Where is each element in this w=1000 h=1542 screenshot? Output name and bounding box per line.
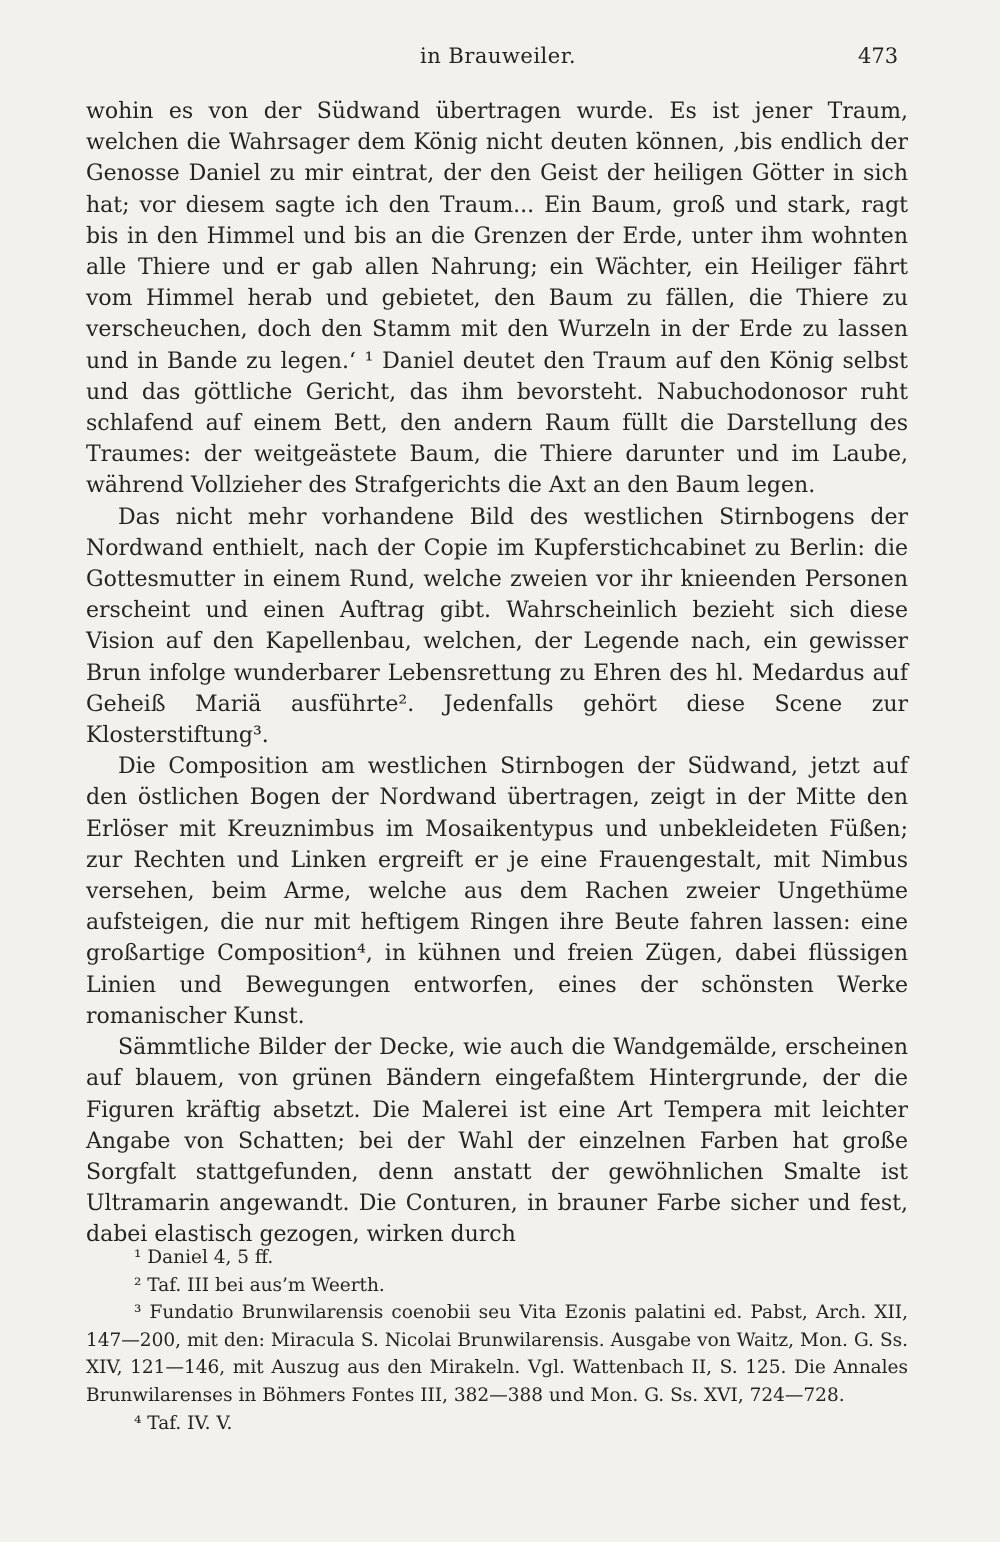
page-number: 473 (858, 44, 899, 68)
paragraph-3: Die Composition am westlichen Stirnbogen der Südwand, jetzt auf den östlichen Bogen der Nordwand übertragen, zeigt in der Mitte den Erlöser mit Kreuznimbus im Mosaikentypus und unbekleideten Füßen; zur Rechten und Linken ergreift er je eine Frauengestalt, mit Nimbus versehen, beim Arme, welche aus dem Rachen zweier Ungethüme aufsteigen, die nur mit heftigem Ringen ihre Beute fahren lassen: eine großartige Composition⁴, in kühnen und freien Zügen, dabei flüssigen Linien und Bewegungen entworfen, eines der schönsten Werke romanischer Kunst. (86, 754, 908, 1029)
paragraph-2: Das nicht mehr vorhandene Bild des westlichen Stirnbogens der Nordwand enthielt, nach der Copie im Kupferstichcabinet zu Berlin: die Gottesmutter in einem Rund, welche zweien vor ihr knieenden Personen erscheint und einen Auftrag gibt. Wahrscheinlich bezieht sich diese Vision auf den Kapellenbau, welchen, der Legende nach, ein gewisser Brun infolge wunderbarer Lebensrettung zu Ehren des hl. Medardus auf Geheiß Mariä ausführte². Jedenfalls gehört diese Scene zur Klosterstiftung³. (86, 504, 908, 749)
running-title: in Brauweiler. (420, 44, 577, 68)
paragraph-1: wohin es von der Südwand übertragen wurde. Es ist jener Traum, welchen die Wahrsager dem König nicht deuten können, ‚bis endlich der Genosse Daniel zu mir eintrat, der den Geist der heiligen Götter in sich hat; vor diesem sagte ich den Traum... Ein Baum, groß und stark, ragt bis in den Himmel und bis an die Grenzen der Erde, unter ihm wohnten alle Thiere und er gab allen Nahrung; ein Wächter, ein Heiliger fährt vom Himmel herab und gebietet, den Baum zu fällen, die Thiere zu verscheuchen, doch den Stamm mit den Wurzeln in der Erde zu lassen und in Bande zu legen.‘ ¹ Daniel deutet den Traum auf den König selbst und das göttliche Gericht, das ihm bevorsteht. Nabuchodonosor ruht schlafend auf einem Bett, den andern Raum füllt die Darstellung des Traumes: der weitgeästete Baum, die Thiere darunter und im Laube, während Vollzieher des Strafgerichts die Axt an den Baum legen. (86, 99, 908, 499)
footnote-3: ³ Fundatio Brunwilarensis coenobii seu Vita Ezonis palatini ed. Pabst, Arch. XII, 147—200, mit den: Miracula S. Nicolai Brunwilarensis. Ausgabe von Waitz, Mon. G. Ss. XIV, 121—146, mit Auszug aus den Mirakeln. Vgl. Wattenbach II, S. 125. Die Annales Brunwilarenses in Böhmers Fontes III, 382—388 und Mon. G. Ss. XVI, 724—728. (86, 1302, 908, 1406)
footnote-4: ⁴ Taf. IV. V. (134, 1412, 233, 1434)
running-head (0, 0, 1000, 68)
footnote-1: ¹ Daniel 4, 5 ff. (134, 1247, 274, 1268)
footnotes (86, 1244, 908, 1437)
body-text (86, 96, 908, 1251)
footnote-2: ² Taf. III bei aus’m Weerth. (134, 1274, 385, 1296)
paragraph-4: Sämmtliche Bilder der Decke, wie auch die Wandgemälde, erscheinen auf blauem, von grünen Bändern eingefaßtem Hintergrunde, der die Figuren kräftig absetzt. Die Malerei ist eine Art Tempera mit leichter Angabe von Schatten; bei der Wahl der einzelnen Farben hat große Sorgfalt stattgefunden, denn anstatt der gewöhnlichen Smalte ist Ultramarin angewandt. Die Conturen, in brauner Farbe sicher und fest, dabei elastisch gezogen, wirken durch (86, 1035, 908, 1248)
